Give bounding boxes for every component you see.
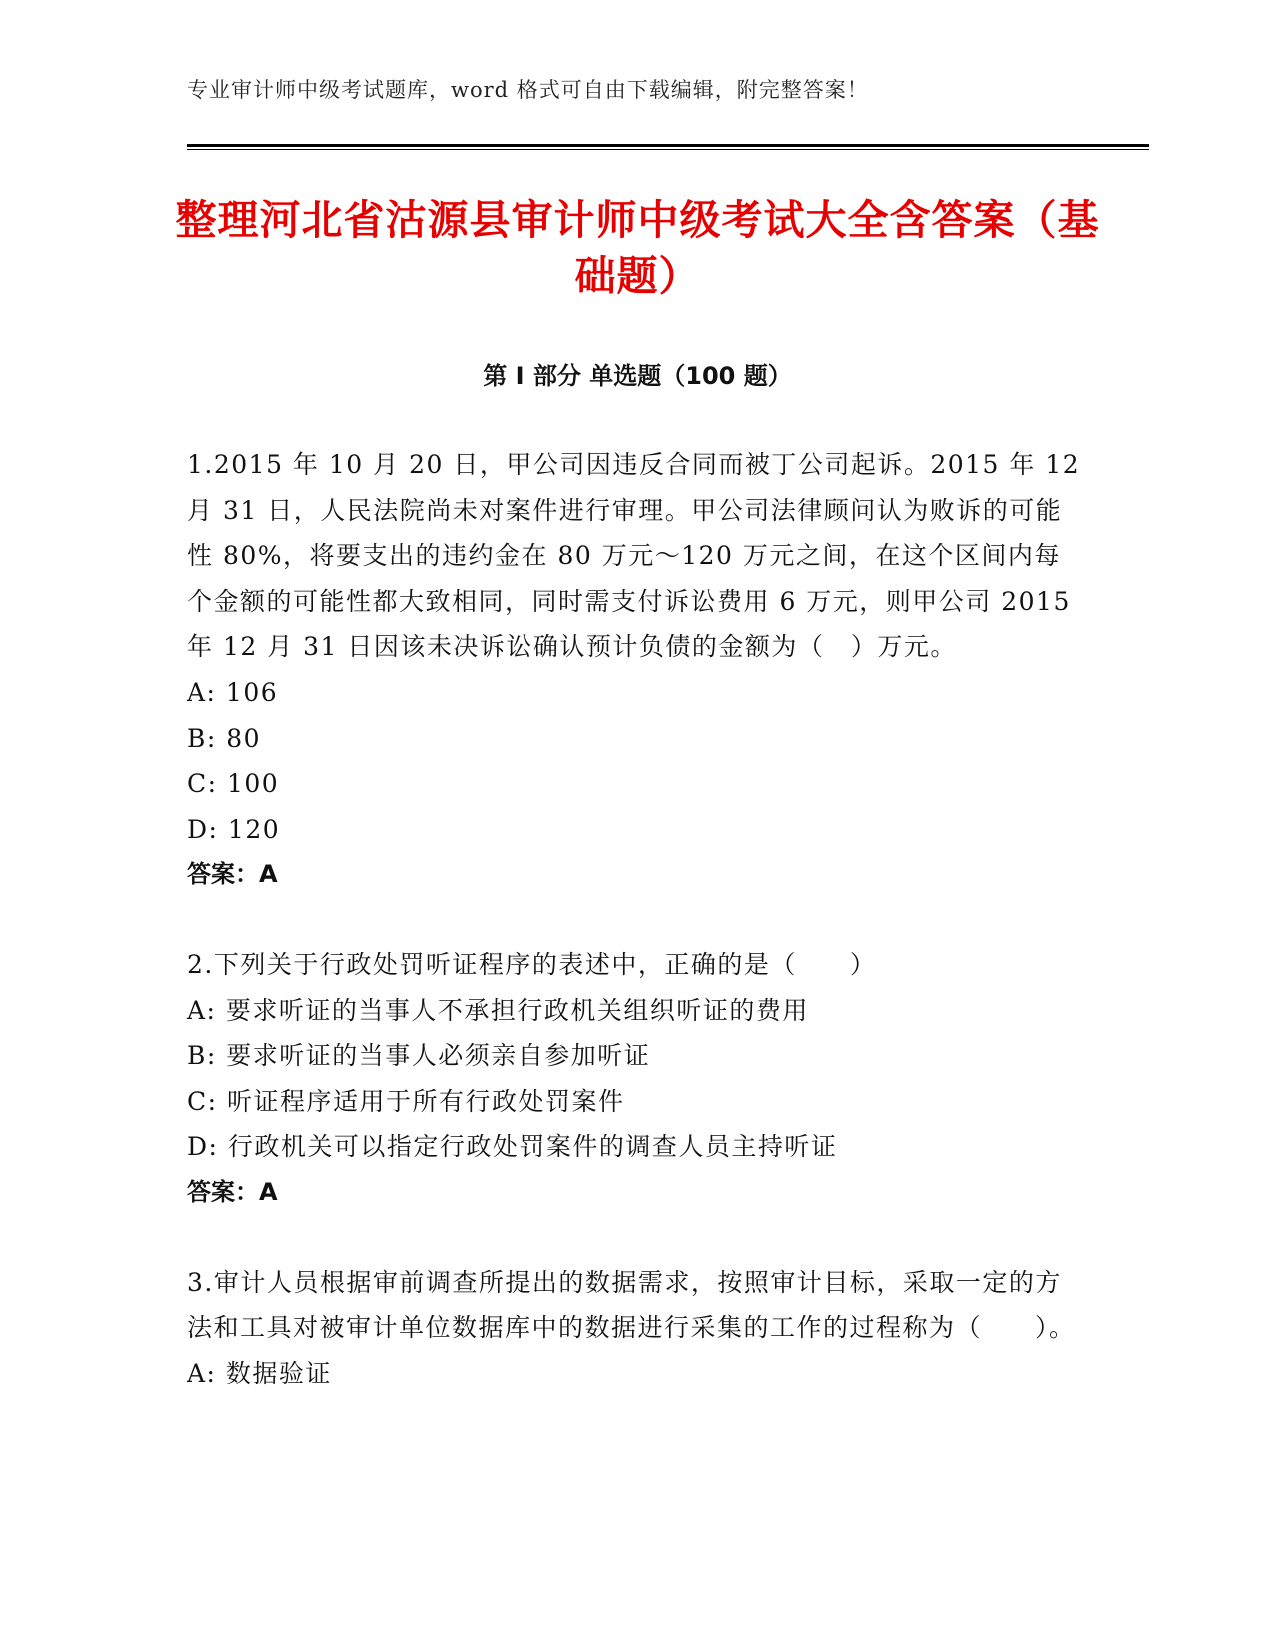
option-c: C: 100 — [187, 769, 280, 799]
question-stem: 2.下列关于行政处罚听证程序的表述中，正确的是（ ） — [187, 949, 877, 979]
question-3 — [187, 1260, 1087, 1397]
section-title: 第 I 部分 单选题（100 题） — [483, 362, 792, 390]
option-b: B: 要求听证的当事人必须亲自参加听证 — [187, 1041, 651, 1071]
document-title: 整理河北省沽源县审计师中级考试大全含答案（基础题） — [175, 196, 1100, 300]
option-a: A: 106 — [187, 677, 279, 707]
question-stem: 3.审计人员根据审前调查所提出的数据需求，按照审计目标，采取一定的方法和工具对被审计单位数据库中的数据进行采集的工作的过程称为（ ）。 — [187, 1267, 1076, 1343]
option-c: C: 听证程序适用于所有行政处罚案件 — [187, 1086, 625, 1116]
answer-label: 答案：A — [187, 860, 278, 889]
answer-label: 答案：A — [187, 1177, 278, 1206]
header-note: 专业审计师中级考试题库，word 格式可自由下载编辑，附完整答案！ — [187, 78, 869, 102]
question-2 — [187, 942, 1087, 1216]
header-divider-thin — [187, 149, 1149, 150]
question-list — [187, 442, 1087, 1440]
question-1 — [187, 442, 1087, 898]
option-a: A: 要求听证的当事人不承担行政机关组织听证的费用 — [187, 995, 809, 1025]
option-d: D: 120 — [187, 814, 281, 844]
header-divider-thick — [187, 144, 1149, 147]
question-stem: 1.2015 年 10 月 20 日，甲公司因违反合同而被丁公司起诉。2015 年 12 月 31 日，人民法院尚未对案件进行审理。甲公司法律顾问认为败诉的可能性 80%，将要支出的违约金在 80 万元～120 万元之间，在这个区间内每个金额的可能性都大致相同，同时需支付诉讼费用 6 万元，则甲公司 2015 年 12 月 31 日因该未决诉讼确认预计负债的金额为（ ）万元。 — [187, 450, 1081, 662]
option-a: A: 数据验证 — [187, 1358, 332, 1388]
option-b: B: 80 — [187, 723, 262, 753]
option-d: D: 行政机关可以指定行政处罚案件的调查人员主持听证 — [187, 1132, 838, 1162]
